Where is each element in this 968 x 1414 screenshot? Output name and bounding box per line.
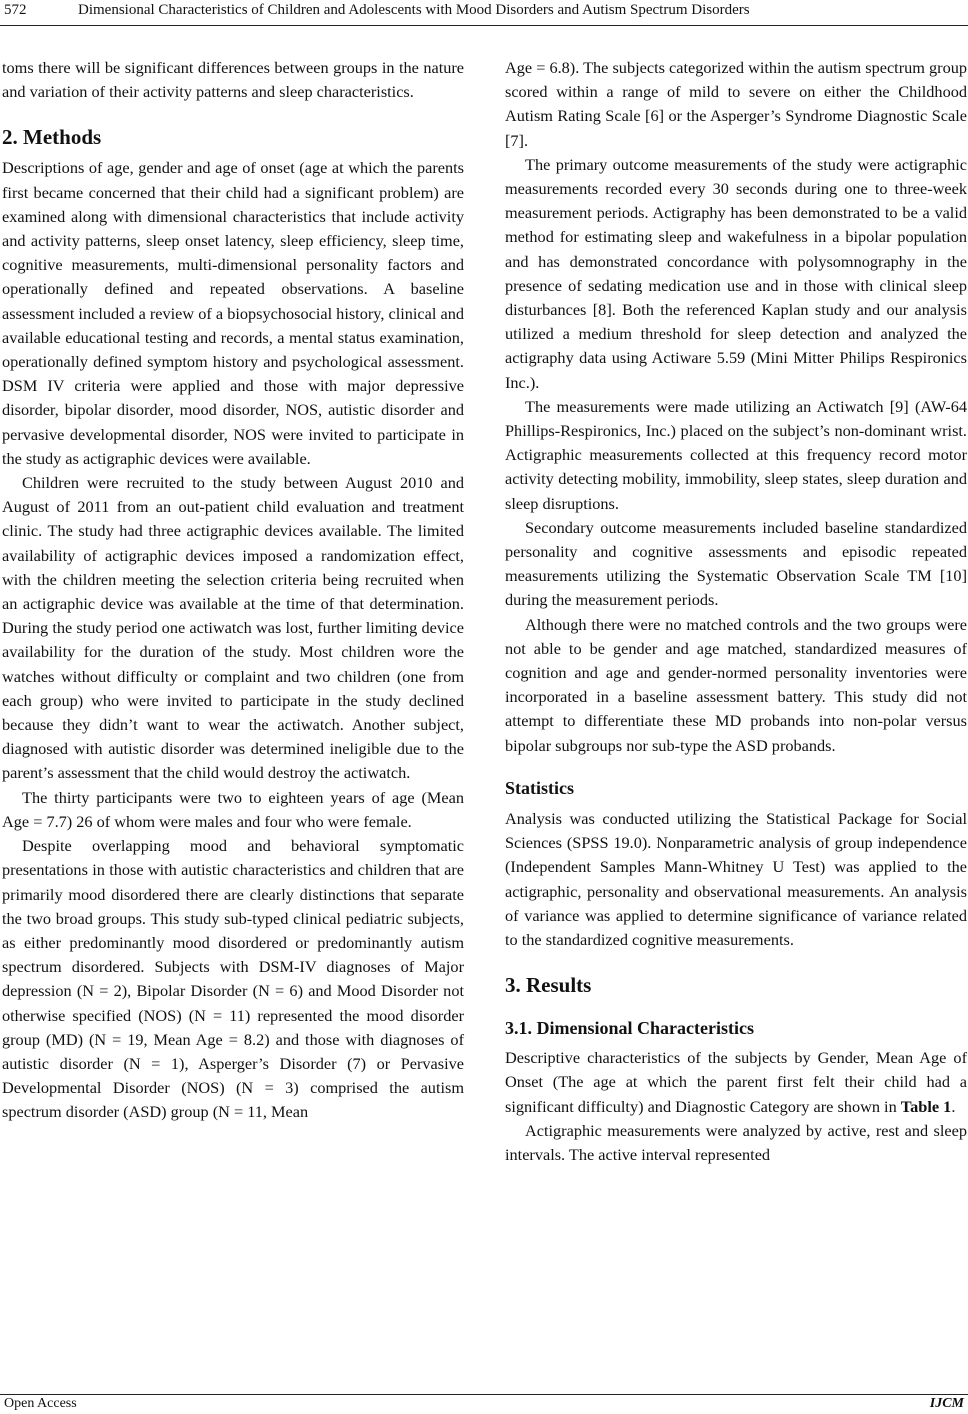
right-column bbox=[505, 56, 967, 1167]
paragraph: Children were recruited to the study between August 2010 and August of 2011 from an out-patient child evaluation and treatment clinic. The study had three actigraphic devices available. The limited availability of actigraphic devices imposed a randomization effect, with the children meeting the selection criteria being recruited when an actigraphic device was available at the time of that determination. During the study period one actiwatch was lost, further limiting device availability for the duration of the study. Most children wore the watches without difficulty or complaint and two children (one from each group) who were invited to participate in the study declined because they didn’t want to wear the actiwatch. Another subject, diagnosed with autistic disorder was determined ineligible due to the parent’s assessment that the child would destroy the actiwatch. bbox=[2, 473, 464, 783]
paragraph: The primary outcome measurements of the study were actigraphic measurements recorded every 30 seconds during one to three-week measurement periods. Actigraphy has been demonstrated to be a valid method for estimating sleep and wakefulness in a bipolar population and has demonstrated concordance with polysomnography in the presence of sedating medication use and in those with clinical sleep disturbances [8]. Both the referenced Kaplan study and our analysis utilized a medium threshold for sleep detection and analyzed the actigraphy data using Actiware 5.59 (Mini Mitter Philips Respironics Inc.). bbox=[505, 154, 967, 392]
running-title: Dimensional Characteristics of Children and Adolescents with Mood Disorders and Autism Spectrum Disorders bbox=[78, 2, 750, 18]
paragraph: Despite overlapping mood and behavioral symptomatic presentations in those with autistic characteristics and children that are primarily mood disordered there are clearly distinctions that separate the two broad groups. This study sub-typed clinical pediatric subjects, as either predominantly mood disordered or predominantly autism spectrum disordered. Subjects with DSM-IV diagnoses of Major depression (N = 2), Bipolar Disorder (N = 6) and Mood Disorder not otherwise specified (NOS) (N = 11) represented the mood disorder group (MD) (N = 19, Mean Age = 8.2) and those with diagnoses of autistic disorder (N = 1), Asperger’s Disorder (7) or Pervasive Developmental Disorder (NOS) (N = 3) comprised the autism spectrum disorder (ASD) group (N = 11, Mean bbox=[2, 836, 464, 1122]
journal-abbrev: IJCM bbox=[929, 1396, 964, 1411]
paragraph: Although there were no matched controls and the two groups were not able to be gender and age matched, standardized measures of cognition and age and gender-normed personality inventories were incorporated in a baseline assessment battery. This study did not attempt to differentiate these MD probands into non-polar versus bipolar subgroups nor sub-type the ASD probands. bbox=[505, 614, 967, 755]
paragraph: The measurements were made utilizing an Actiwatch [9] (AW-64 Phillips-Respironics, Inc.) placed on the subject’s non-dominant wrist. Actigraphic measurements collected at this frequency record motor activity detecting mobility, immobility, sleep states, sleep duration and sleep disruptions. bbox=[505, 396, 967, 513]
left-column bbox=[2, 56, 464, 1125]
paragraph: The thirty participants were two to eighteen years of age (Mean Age = 7.7) 26 of whom were males and four who were female. bbox=[2, 787, 464, 831]
paragraph: toms there will be significant differences between groups in the nature and variation of their activity patterns and sleep characteristics. bbox=[2, 58, 464, 102]
table-reference: Table 1 bbox=[900, 1096, 952, 1116]
page-header bbox=[0, 0, 968, 30]
section-heading-results: 3. Results bbox=[505, 973, 592, 998]
paragraph: Descriptions of age, gender and age of onset (age at which the parents first became concerned that their child had a significant problem) are examined along with dimensional characteristics that include activity and activity patterns, sleep onset latency, sleep efficiency, sleep time, cognitive measurements, multi-dimensional personality factors and operationally defined and repeated observations. A baseline assessment included a review of a biopsychosocial history, clinical and available educational testing and records, a mental status examination, operationally defined symptom history and psychological assessment. DSM IV criteria were applied and those with major depressive disorder, bipolar disorder, mood disorder, NOS, autistic disorder and pervasive developmental disorder, NOS were invited to participate in the study as actigraphic devices were available. bbox=[2, 158, 464, 468]
paragraph: Secondary outcome measurements included baseline standardized personality and cognitive assessments and episodic repeated measurements utilizing the Systematic Observation Scale TM [10] during the measurement periods. bbox=[505, 517, 967, 610]
paragraph: Age = 6.8). The subjects categorized within the autism spectrum group scored within a range of mild to severe on either the Childhood Autism Rating Scale [6] or the Asperger’s Syndrome Diagnostic Scale [7]. bbox=[505, 58, 967, 150]
text-run: . bbox=[951, 1096, 956, 1116]
subsection-heading-dimensional: 3.1. Dimensional Characteristics bbox=[505, 1018, 754, 1039]
footer-divider bbox=[0, 1394, 968, 1395]
paragraph bbox=[505, 1046, 967, 1119]
open-access-label: Open Access bbox=[4, 1396, 77, 1411]
paragraph: Actigraphic measurements were analyzed by active, rest and sleep intervals. The active interval represented bbox=[505, 1120, 967, 1164]
text-run: Descriptive characteristics of the subjects by Gender, Mean Age of Onset (The age at which the parent first felt their child had a significant difficulty) and Diagnostic Category are shown in bbox=[505, 1048, 967, 1116]
page-number: 572 bbox=[4, 2, 27, 18]
page-footer bbox=[0, 1394, 968, 1414]
paragraph: Analysis was conducted utilizing the Statistical Package for Social Sciences (SPSS 19.0). Nonparametric analysis of group independence (Independent Samples Mann-Whitney U Test) was applied to the actigraphic, personality and observational measurements. An analysis of variance was applied to determine significance of variance related to the standardized cognitive measurements. bbox=[505, 808, 967, 949]
header-divider bbox=[0, 25, 968, 26]
subsection-heading-statistics: Statistics bbox=[505, 777, 574, 798]
section-heading-methods: 2. Methods bbox=[2, 125, 102, 150]
